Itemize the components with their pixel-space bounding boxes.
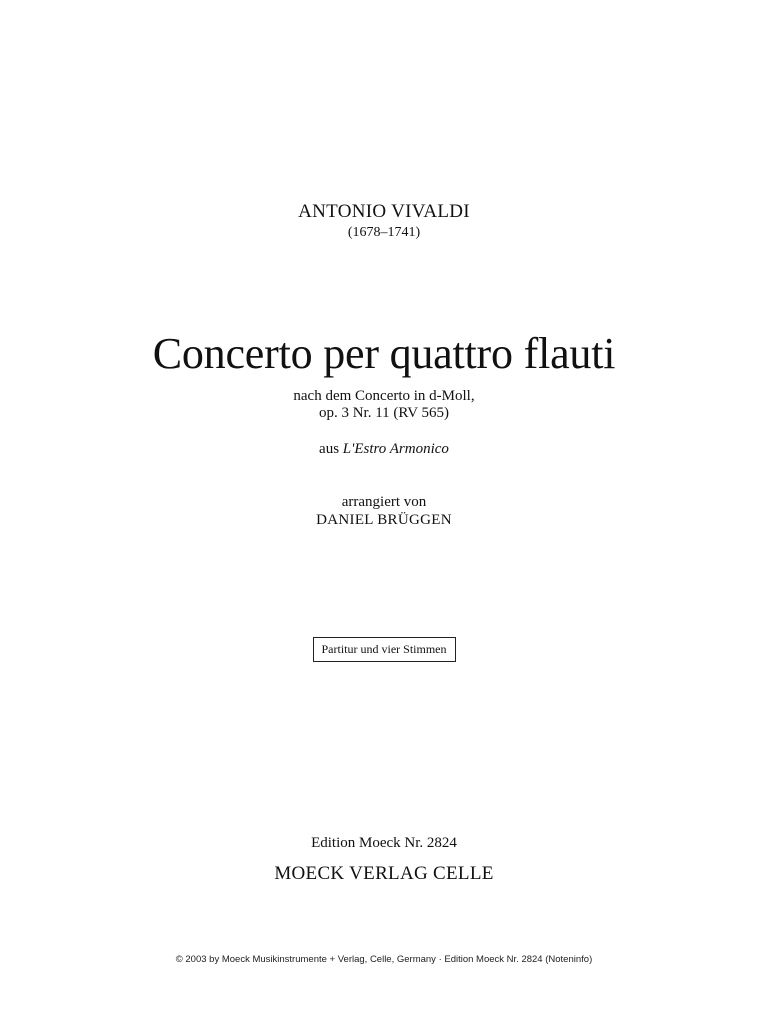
source-title: L'Estro Armonico	[342, 441, 449, 457]
source-line	[0, 442, 768, 457]
edition-number: Edition Moeck Nr. 2824	[311, 835, 457, 851]
subtitle-line-1: nach dem Concerto in d-Moll,	[293, 388, 475, 404]
publisher-name: MOECK VERLAG CELLE	[274, 863, 494, 884]
source-prefix: aus	[319, 441, 340, 457]
page-title: Concerto per quattro flauti	[152, 329, 616, 378]
arranged-by-label: arrangiert von	[341, 494, 427, 510]
composer-dates: (1678–1741)	[347, 225, 421, 240]
copyright-footer: © 2003 by Moeck Musikinstrumente + Verlag, Celle, Germany · Edition Moeck Nr. 2824 (Noteninfo)	[175, 954, 593, 965]
composer-name: ANTONIO VIVALDI	[298, 201, 470, 222]
arranger-name: DANIEL BRÜGGEN	[316, 512, 452, 528]
subtitle-line-2: op. 3 Nr. 11 (RV 565)	[318, 405, 450, 421]
edition-box: Partitur und vier Stimmen	[313, 637, 456, 662]
edition-box-wrapper	[0, 637, 768, 662]
